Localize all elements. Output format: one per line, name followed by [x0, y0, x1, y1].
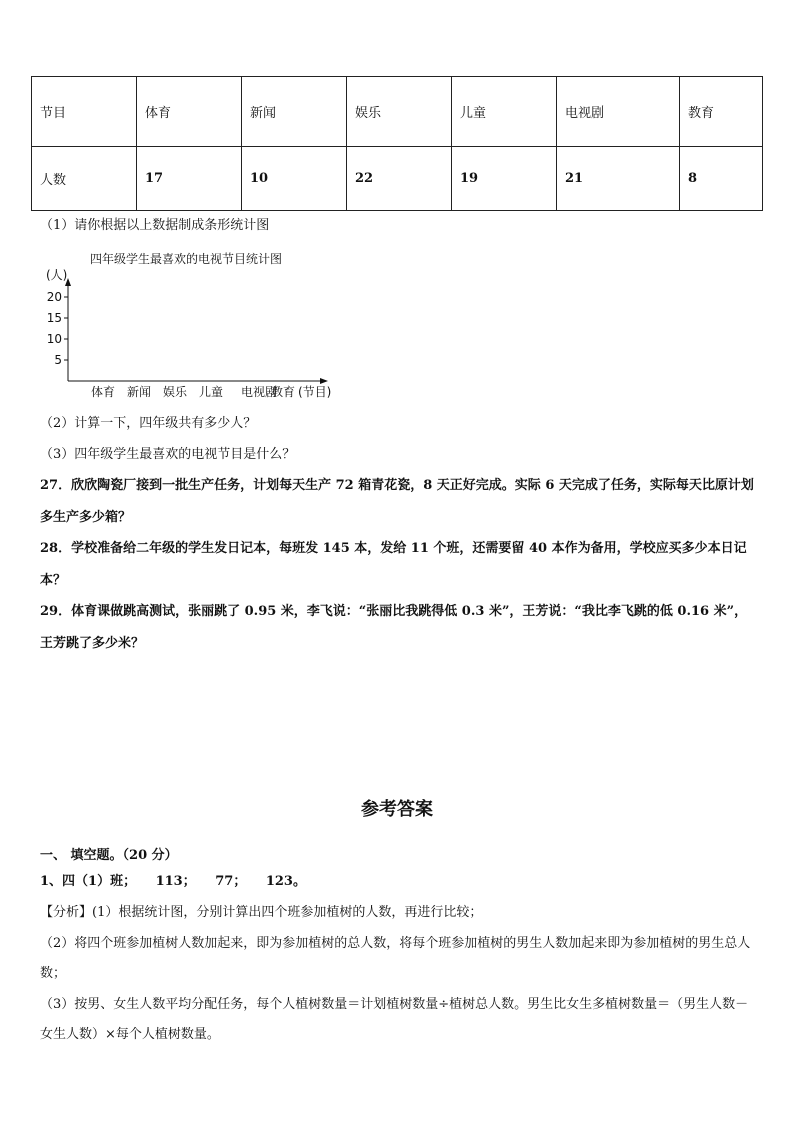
table-cell: 人数: [32, 147, 137, 211]
question-1: （1）请你根据以上数据制成条形统计图: [40, 218, 270, 233]
y-tick-label: 5: [54, 353, 62, 367]
table-cell: 儿童: [452, 77, 557, 147]
table-header-row: [32, 77, 763, 147]
table-cell: 22: [347, 147, 452, 211]
table-cell: 19: [452, 147, 557, 211]
table-cell: 10: [242, 147, 347, 211]
table-cell: 21: [557, 147, 680, 211]
x-axis-arrow: [320, 378, 328, 384]
problem-27: 27．欣欣陶瓷厂接到一批生产任务，计划每天生产 72 箱青花瓷，8 天正好完成。实际 6 天完成了任务，实际每天比原计划多生产多少箱？: [40, 478, 754, 525]
table-cell: 体育: [137, 77, 242, 147]
x-axis-label: (节目): [298, 385, 332, 399]
table-cell: 8: [680, 147, 763, 211]
section-heading: 一、 填空题。（20 分）: [40, 848, 178, 863]
analysis-part-3: （3）按男、女生人数平均分配任务，每个人植树数量＝计划植树数量÷植树总人数。男生比女生多植树数量＝（男生人数－女生人数）×每个人植树数量。: [40, 997, 749, 1042]
table-cell: 教育: [680, 77, 763, 147]
chart-title: 四年级学生最喜欢的电视节目统计图: [90, 252, 283, 266]
problem-28: 28．学校准备给二年级的学生发日记本，每班发 145 本，发给 11 个班，还需要留 40 本作为备用，学校应买多少本日记本？: [40, 541, 747, 588]
answer-title: 参考答案: [361, 799, 433, 820]
table-cell: 节目: [32, 77, 137, 147]
y-tick-label: 20: [46, 290, 62, 304]
x-tick-label: 教育: [271, 385, 296, 399]
x-tick-label: 新闻: [127, 385, 152, 399]
x-tick-label: 体育: [91, 385, 116, 399]
analysis-text: 【分析】(1）根据统计图，分别计算出四个班参加植树的人数，再进行比较；: [40, 905, 483, 920]
y-ticks: [47, 290, 68, 367]
table-cell: 娱乐: [347, 77, 452, 147]
answer-1: 1、四（1）班； 113； 77； 123。: [40, 874, 306, 889]
table-cell: 电视剧: [557, 77, 680, 147]
table-cell: 新闻: [242, 77, 347, 147]
x-tick-label: 儿童: [199, 385, 224, 399]
question-3: （3）四年级学生最喜欢的电视节目是什么？: [40, 447, 296, 462]
y-tick-label: 15: [46, 311, 62, 325]
x-tick-label: 电视剧: [241, 385, 278, 399]
question-2: （2）计算一下，四年级共有多少人？: [40, 416, 257, 431]
analysis-part-2: （2）将四个班参加植树人数加起来，即为参加植树的总人数，将每个班参加植树的男生人数加起来即为参加植树的男生总人数；: [40, 936, 751, 981]
table-row: [32, 147, 763, 211]
x-ticks: [91, 384, 295, 399]
bar-chart: [36, 264, 346, 404]
tv-program-table: [31, 76, 763, 211]
y-axis-label: (人): [46, 268, 68, 282]
table-cell: 17: [137, 147, 242, 211]
x-tick-label: 娱乐: [163, 385, 188, 399]
y-tick-label: 10: [46, 332, 62, 346]
problem-29: 29．体育课做跳高测试，张丽跳了 0.95 米，李飞说：“张丽比我跳得低 0.3 米”，王芳说：“我比李飞跳的低 0.16 米”，王芳跳了多少米？: [40, 604, 748, 651]
